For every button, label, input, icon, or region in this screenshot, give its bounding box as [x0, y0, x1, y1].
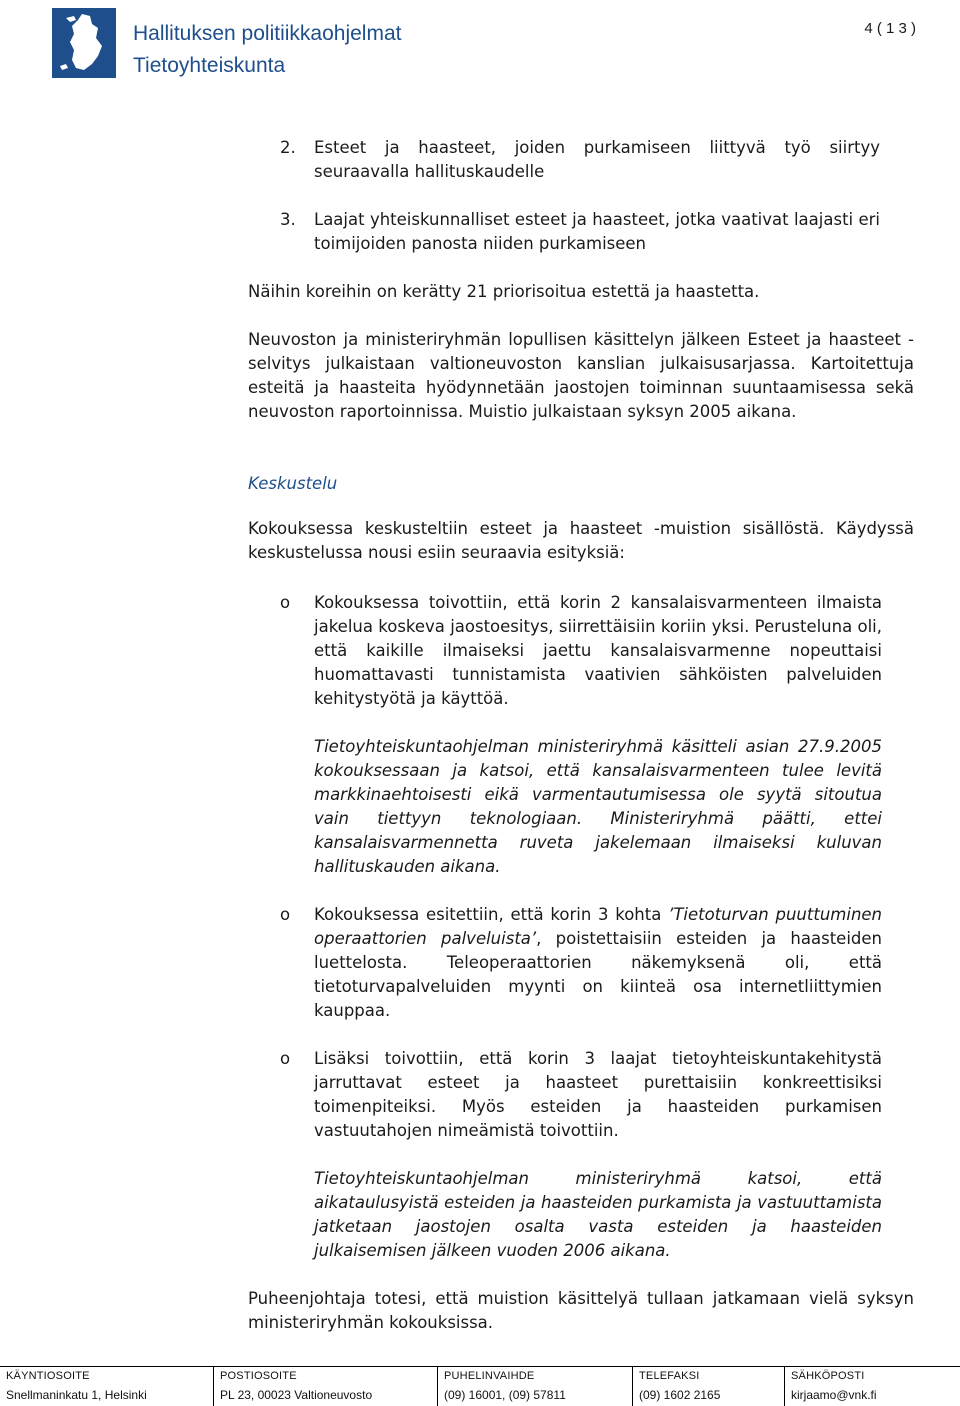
footer-value: Snellmaninkatu 1, Helsinki	[6, 1388, 147, 1402]
decision-note: Tietoyhteiskuntaohjelman ministeriryhmä katsoi, että aikataulusyistä esteiden ja haasteiden purkamista ja vastuuttamista jatketaan jaostojen osalta vasta esteiden ja haasteiden julkaisemisen jälkeen vuoden 2006 aikana.	[314, 1169, 882, 1260]
footer-postal-address	[213, 1367, 438, 1406]
footer-label: TELEFAKSI	[639, 1370, 700, 1382]
footer-email-link[interactable]: kirjaamo@vnk.fi	[791, 1388, 877, 1402]
footer-fax	[632, 1367, 785, 1406]
footer-label: SÄHKÖPOSTI	[791, 1370, 865, 1382]
paragraph: Kokouksessa keskusteltiin esteet ja haasteet -muistion sisällöstä. Käydyssä keskustelussa nousi esiin seuraavia esityksiä:	[248, 519, 914, 562]
footer-label: PUHELINVAIHDE	[444, 1370, 535, 1382]
footer-email	[784, 1367, 960, 1406]
bullet-marker: o	[280, 905, 291, 924]
decision-note: Tietoyhteiskuntaohjelman ministeriryhmä käsitteli asian 27.9.2005 kokouksessaan ja katsoi, että kansalaisvarmenteen tulee levitä markkinaehtoisesti eikä varmentautumisessa ole syytä sitoutua vain tiettyyn teknologiaan. Ministeriryhmä päätti, ettei kansalaisvarmennetta ruveta jakelemaan ilmaiseksi kuluvan hallituskauden aikana.	[314, 737, 882, 876]
footer-phone	[437, 1367, 633, 1406]
footer-label: KÄYNTIOSOITE	[6, 1370, 90, 1382]
footer-value: (09) 1602 2165	[639, 1388, 721, 1402]
footer-label: POSTIOSOITE	[220, 1370, 297, 1382]
item-2-number: 2.	[280, 138, 296, 157]
bullet-text: Kokouksessa toivottiin, että korin 2 kansalaisvarmenteen ilmaista jakelua koskeva jaostoesitys, siirrettäisiin koriin yksi. Perusteluna oli, että kaikille ilmaiseksi jaettu kansalaisvarmenne nopeuttaisi huomattavasti tunnistamista vaativien sähköisten palveluiden kehitystyötä ja käyttöä.	[314, 593, 882, 708]
bullet-text	[314, 903, 882, 1023]
footer-value: PL 23, 00023 Valtioneuvosto	[220, 1388, 373, 1402]
bullet-marker: o	[280, 1049, 291, 1068]
item-2-text: Esteet ja haasteet, joiden purkamiseen liittyvä työ siirtyy seuraavalla hallituskaudelle	[314, 138, 880, 181]
finland-map-icon	[52, 8, 116, 78]
paragraph: Näihin koreihin on kerätty 21 priorisoitua estettä ja haastetta.	[248, 282, 760, 301]
paragraph: Puheenjohtaja totesi, että muistion käsittelyä tullaan jatkamaan vielä syksyn ministeriryhmän kokouksissa.	[248, 1289, 914, 1332]
logo-title: Hallituksen politiikkaohjelmat	[133, 22, 402, 45]
item-3-text: Laajat yhteiskunnalliset esteet ja haasteet, jotka vaativat laajasti eri toimijoiden panosta niiden purkamiseen	[314, 210, 880, 253]
footer-visit-address	[0, 1367, 213, 1406]
page-number: 4 ( 1 3 )	[864, 20, 916, 37]
bullet-text-part: Kokouksessa esitettiin, että korin 3 kohta	[314, 905, 669, 924]
paragraph: Neuvoston ja ministeriryhmän lopullisen käsittelyn jälkeen Esteet ja haasteet -selvitys julkaistaan valtioneuvoston kanslian julkaisusarjassa. Kartoitettuja esteitä ja haasteita hyödynnetään jaostojen toiminnan suuntaamisessa sekä neuvoston raportoinnissa. Muistio julkaistaan syksyn 2005 aikana.	[248, 330, 914, 421]
logo	[52, 8, 402, 78]
footer-value: (09) 16001, (09) 57811	[444, 1388, 566, 1402]
bullet-marker: o	[280, 593, 291, 612]
section-heading: Keskustelu	[248, 474, 338, 493]
item-3-number: 3.	[280, 210, 296, 229]
logo-subtitle: Tietoyhteiskunta	[133, 54, 286, 77]
quoted-item-title: ’Tietoturvan puuttuminen operaattorien palveluista’	[314, 905, 883, 948]
footer	[0, 1366, 960, 1406]
bullet-text: Lisäksi toivottiin, että korin 3 laajat tietoyhteiskuntakehitystä jarruttavat esteet ja haasteet purettaisiin konkreettisiksi toimenpiteiksi. Myös esteiden ja haasteiden purkamisen vastuutahojen nimeämistä toivottiin.	[314, 1049, 882, 1140]
bullet-text-part: , poistettaisiin esteiden ja haasteiden luettelosta. Teleoperaattorien näkemyksenä oli, että tietoturvapalveluiden myynti on kiinteä osa internetliittymien kauppaa.	[314, 929, 882, 1020]
